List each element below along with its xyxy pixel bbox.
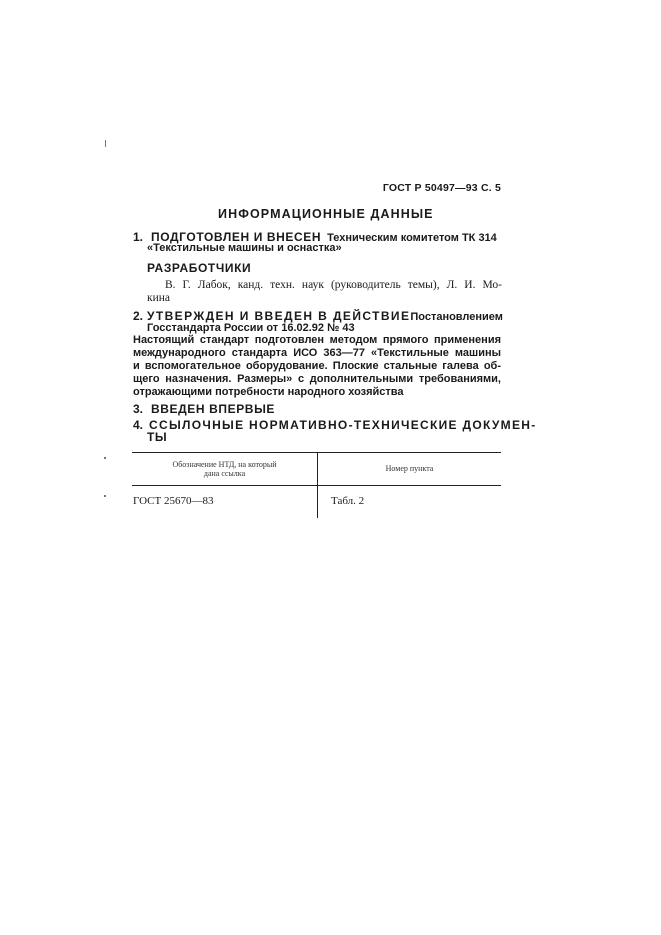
- scan-mark: [104, 495, 106, 497]
- table-col1-header-line1: Обозначение НТД, на который: [172, 460, 277, 469]
- scan-mark: [105, 140, 106, 147]
- section-heading: УТВЕРЖДЕН И ВВЕДЕН В ДЕЙСТВИЕ: [147, 309, 411, 323]
- developers-line1: [165, 279, 502, 292]
- section-number: 2.: [133, 309, 144, 323]
- table-col2-header: Номер пункта: [385, 464, 434, 473]
- section-text: Постановлением: [410, 311, 503, 323]
- section-2-para-line: отражающими потребности народного хозяйства: [133, 386, 404, 398]
- section-4-line2: ТЫ: [147, 430, 168, 444]
- table-col1-header-line2: дана ссылка: [203, 469, 246, 478]
- section-heading: ВВЕДЕН ВПЕРВЫЕ: [151, 402, 276, 416]
- scan-mark: [104, 457, 106, 459]
- section-text: Техническим комитетом ТК 314: [327, 232, 497, 244]
- page-header: ГОСТ Р 50497—93 С. 5: [382, 182, 501, 194]
- section-2-para-line: и вспомогательное оборудование. Плоские стальные галева об-: [133, 360, 501, 372]
- section-2-line2: Госстандарта России от 16.02.92 № 43: [147, 322, 355, 334]
- table-cell-item: Табл. 2: [331, 495, 365, 507]
- table-cell-doc: ГОСТ 25670—83: [133, 495, 214, 507]
- section-heading: ССЫЛОЧНЫЕ НОРМАТИВНО-ТЕХНИЧЕСКИЕ ДОКУМЕН-: [149, 418, 537, 432]
- section-2-para-line: щего назначения. Размеры» с дополнительными требованиями,: [133, 373, 501, 385]
- page-title: ИНФОРМАЦИОННЫЕ ДАННЫЕ: [218, 207, 434, 221]
- developers-line2: кина: [147, 292, 170, 304]
- section-heading: ПОДГОТОВЛЕН И ВНЕСЕН: [151, 230, 322, 244]
- section-2-para-line: Настоящий стандарт подготовлен методом прямого применения: [133, 334, 501, 346]
- section-2-para-line: международного стандарта ИСО 363—77 «Текстильные машины: [133, 347, 501, 359]
- table-column-divider: [317, 452, 318, 518]
- section-number: 4.: [133, 418, 144, 432]
- section-4-line1: [133, 418, 537, 432]
- section-number: 3.: [133, 402, 144, 416]
- section-number: 1.: [133, 230, 144, 244]
- developers-text: В. Г. Лабок, канд. техн. наук (руководитель темы), Л. И. Мо-: [165, 279, 502, 291]
- table-col1-header: [132, 460, 317, 478]
- section-3: [133, 400, 275, 418]
- developers-heading: РАЗРАБОТЧИКИ: [147, 261, 252, 275]
- section-1-line2: «Текстильные машины и оснастка»: [147, 242, 342, 254]
